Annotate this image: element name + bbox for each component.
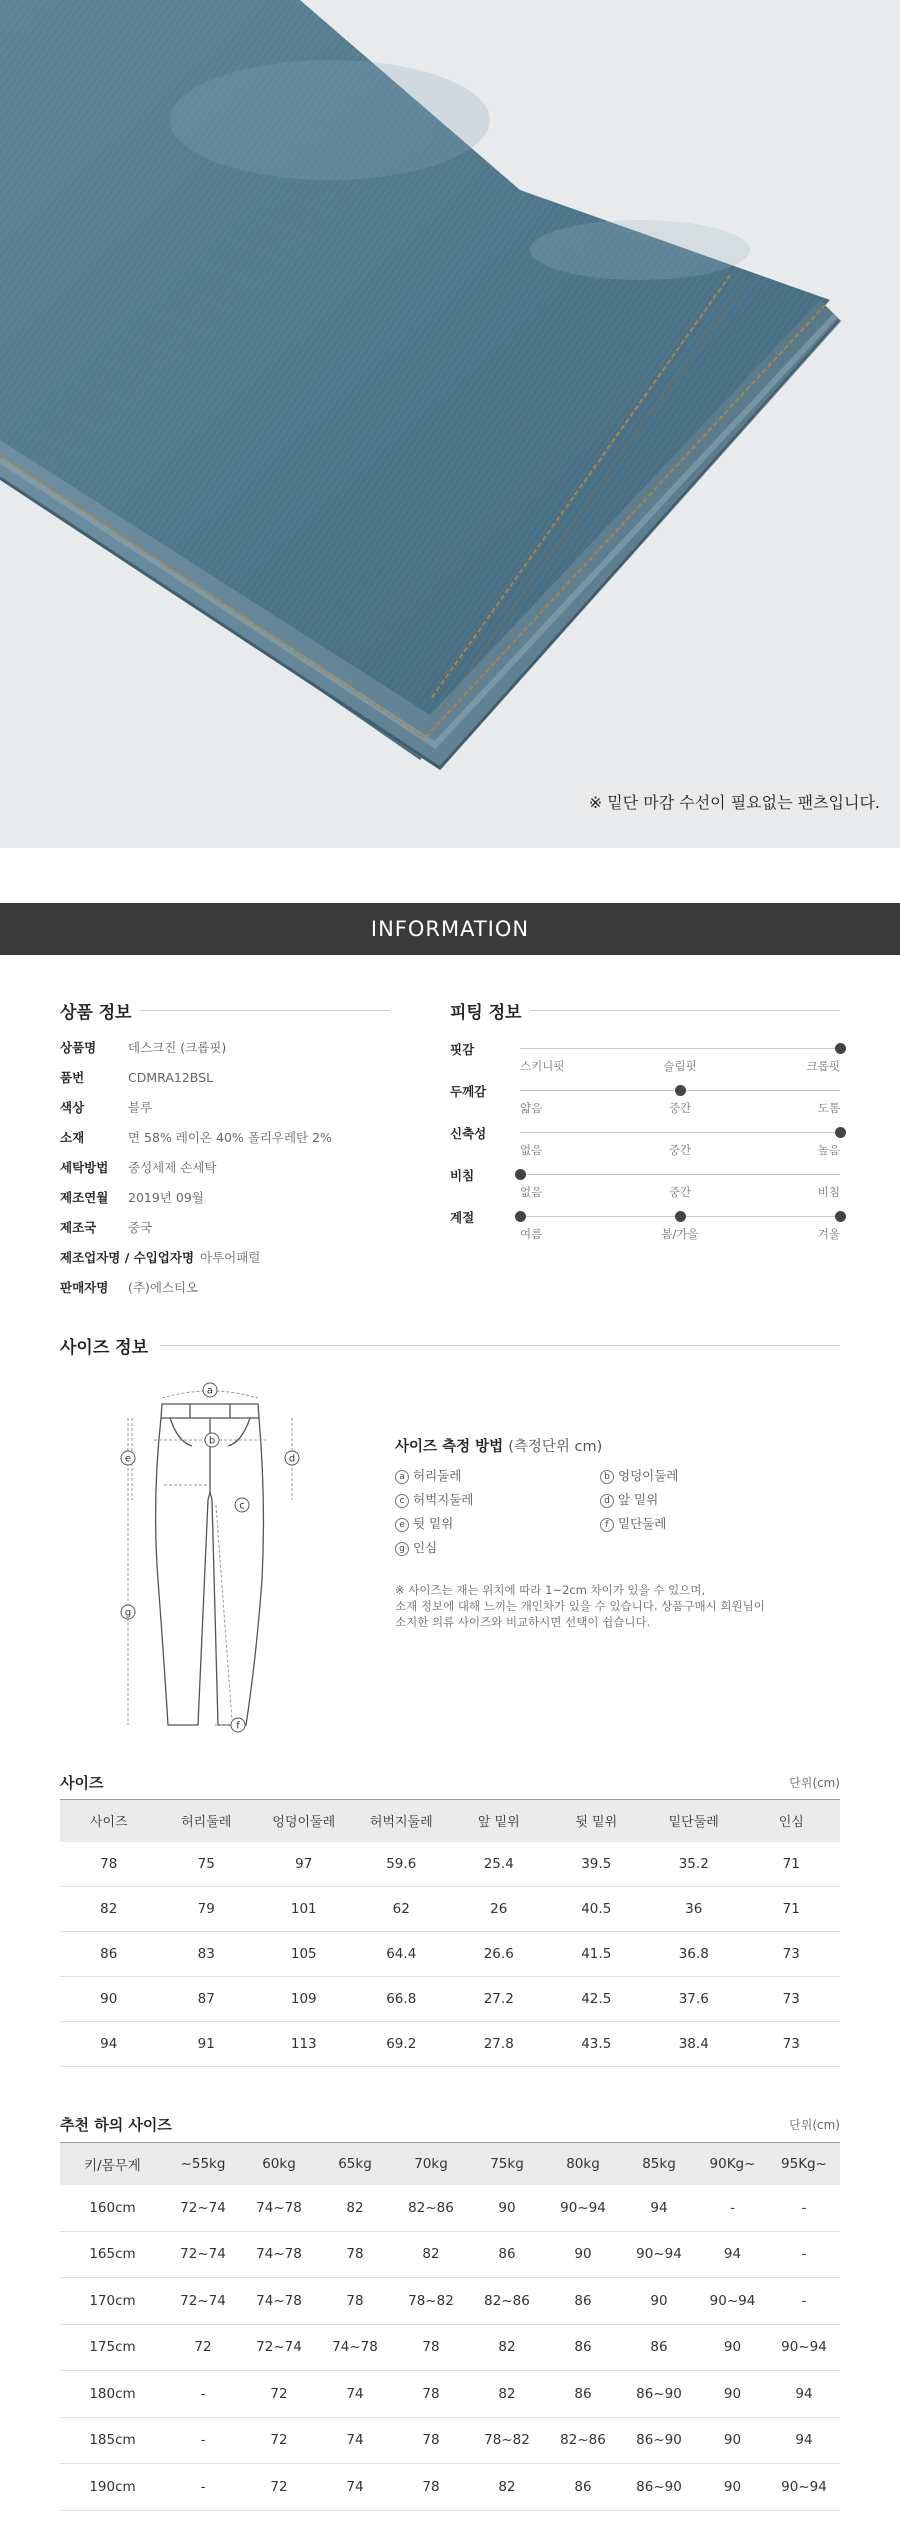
- marker-c: [235, 1498, 249, 1512]
- product-info-label: 색상: [60, 1100, 85, 1115]
- table-cell: 101: [255, 1887, 353, 1932]
- measurement-code-badge: f: [600, 1518, 614, 1532]
- product-info-value: 블루: [128, 1100, 153, 1115]
- table-header-cell: 60kg: [241, 2143, 317, 2185]
- table-cell: 90: [60, 1977, 158, 2022]
- fitting-option-label: 여름: [520, 1227, 543, 1241]
- table-cell: 86: [545, 2324, 621, 2371]
- product-info-title: 상품 정보: [60, 1003, 132, 1023]
- measurement-code-badge: c: [395, 1494, 409, 1508]
- marker-d: [285, 1451, 299, 1465]
- measurement-label: 밑단둘레: [618, 1516, 667, 1531]
- size-table-header: [60, 1772, 840, 1793]
- table-cell: 74~78: [241, 2278, 317, 2325]
- product-info-value: 아투어패럴: [200, 1250, 261, 1265]
- product-info-value: 2019년 09월: [128, 1190, 204, 1205]
- table-cell: 82: [469, 2324, 545, 2371]
- table-header-cell: 엉덩이둘레: [255, 1800, 353, 1842]
- table-header-cell: 70kg: [393, 2143, 469, 2185]
- fitting-level-dot: [515, 1211, 526, 1222]
- size-table-title: 사이즈: [60, 1774, 104, 1792]
- table-cell: 26.6: [450, 1932, 548, 1977]
- fitting-option-label: 도톰: [817, 1101, 840, 1115]
- fitting-row: [450, 1040, 840, 1082]
- table-cell: 69.2: [353, 2022, 451, 2067]
- table-cell: 74: [317, 2417, 393, 2464]
- table-cell: 72: [165, 2324, 241, 2371]
- fitting-label: 비침: [450, 1168, 475, 1183]
- table-cell: 94: [768, 2417, 840, 2464]
- fitting-row: [450, 1124, 840, 1166]
- table-cell: 86~90: [621, 2464, 697, 2511]
- table-cell: 71: [743, 1887, 841, 1932]
- table-cell: 82~86: [469, 2278, 545, 2325]
- table-cell: -: [697, 2185, 768, 2232]
- product-info-row: [60, 1032, 390, 1062]
- svg-text:c: c: [239, 1500, 245, 1512]
- table-cell: 86: [60, 1932, 158, 1977]
- table-cell: 72~74: [241, 2324, 317, 2371]
- table-cell: 74: [317, 2464, 393, 2511]
- table-cell: 78: [393, 2417, 469, 2464]
- fitting-level-dot: [835, 1127, 846, 1138]
- table-row: [60, 2022, 840, 2067]
- size-info-title: 사이즈 정보: [60, 1338, 149, 1358]
- product-info-row: [60, 1212, 390, 1242]
- marker-e: [121, 1451, 135, 1465]
- table-cell: 94: [621, 2185, 697, 2232]
- table-cell: 78~82: [469, 2417, 545, 2464]
- measurement-label: 허리둘레: [413, 1468, 462, 1483]
- table-cell: 73: [743, 2022, 841, 2067]
- table-cell: 94: [697, 2231, 768, 2278]
- table-cell: 36.8: [645, 1932, 743, 1977]
- fitting-option-label: 봄/가을: [661, 1227, 699, 1241]
- table-cell: 74~78: [317, 2324, 393, 2371]
- fitting-option-label: 없음: [520, 1185, 543, 1199]
- product-info-value: (주)에스티오: [128, 1280, 199, 1295]
- fitting-option-label: 얇음: [520, 1101, 543, 1115]
- information-title: INFORMATION: [370, 917, 530, 941]
- table-cell: 72: [241, 2371, 317, 2418]
- table-cell: 185cm: [60, 2417, 165, 2464]
- information-header: [0, 903, 900, 955]
- table-cell: 82~86: [393, 2185, 469, 2232]
- table-cell: 86~90: [621, 2371, 697, 2418]
- table-cell: 109: [255, 1977, 353, 2022]
- table-cell: 72~74: [165, 2185, 241, 2232]
- table-header-cell: 65kg: [317, 2143, 393, 2185]
- table-cell: 66.8: [353, 1977, 451, 2022]
- table-header-cell: 인심: [743, 1800, 841, 1842]
- fitting-option-label: 비침: [817, 1185, 840, 1199]
- measurement-label: 허벅지둘레: [413, 1492, 474, 1507]
- table-cell: 38.4: [645, 2022, 743, 2067]
- fitting-option-label: 크롭핏: [806, 1059, 840, 1073]
- table-cell: -: [768, 2185, 840, 2232]
- table-cell: 72~74: [165, 2278, 241, 2325]
- table-cell: 71: [743, 1842, 841, 1887]
- table-cell: 190cm: [60, 2464, 165, 2511]
- fitting-label: 계절: [450, 1210, 475, 1225]
- photo-caption: ※ 밑단 마감 수선이 필요없는 팬츠입니다.: [588, 793, 880, 812]
- table-row: [60, 2185, 840, 2232]
- table-cell: 82: [60, 1887, 158, 1932]
- svg-text:b: b: [208, 1435, 216, 1447]
- table-cell: 74~78: [241, 2185, 317, 2232]
- fitting-option-label: 중간: [668, 1143, 692, 1157]
- fitting-options: [520, 1184, 840, 1200]
- measurement-item: [600, 1490, 805, 1508]
- svg-text:d: d: [288, 1453, 296, 1465]
- product-info-label: 품번: [60, 1070, 85, 1085]
- marker-f: [231, 1718, 245, 1732]
- table-cell: 82: [393, 2231, 469, 2278]
- size-table-unit: 단위(cm): [789, 1776, 840, 1790]
- measurement-label: 인심: [413, 1540, 438, 1555]
- table-cell: 86: [469, 2231, 545, 2278]
- table-cell: -: [165, 2371, 241, 2418]
- svg-text:a: a: [206, 1385, 214, 1397]
- fitting-option-label: 겨울: [817, 1227, 840, 1241]
- fitting-option-label: 슬림핏: [663, 1059, 697, 1073]
- table-cell: 170cm: [60, 2278, 165, 2325]
- rec-table-title: 추천 하의 사이즈: [60, 2116, 172, 2134]
- fitting-scale-track: [520, 1132, 840, 1133]
- table-cell: 79: [158, 1887, 256, 1932]
- product-info-label: 상품명: [60, 1040, 97, 1055]
- marker-a: [203, 1383, 217, 1397]
- table-cell: 42.5: [548, 1977, 646, 2022]
- table-cell: 90: [621, 2278, 697, 2325]
- table-row: [60, 2231, 840, 2278]
- fitting-label: 두께감: [450, 1084, 487, 1099]
- product-info-value: 면 58% 레이온 40% 폴리우레탄 2%: [128, 1130, 332, 1145]
- fitting-level-dot: [835, 1043, 846, 1054]
- product-info-value: 데스크진 (크롭핏): [128, 1040, 227, 1055]
- table-cell: 86: [545, 2464, 621, 2511]
- table-cell: 90~94: [621, 2231, 697, 2278]
- table-cell: 26: [450, 1887, 548, 1932]
- fitting-options: [520, 1058, 840, 1074]
- measurement-item: [395, 1514, 600, 1532]
- table-cell: 86: [621, 2324, 697, 2371]
- fitting-row: [450, 1208, 840, 1250]
- table-cell: 82~86: [545, 2417, 621, 2464]
- table-cell: 105: [255, 1932, 353, 1977]
- table-header-cell: 허벅지둘레: [353, 1800, 451, 1842]
- measurement-label: 뒷 밑위: [413, 1516, 454, 1531]
- table-cell: 90~94: [768, 2464, 840, 2511]
- table-cell: -: [165, 2417, 241, 2464]
- product-info-value: CDMRA12BSL: [128, 1069, 214, 1085]
- table-cell: 94: [768, 2371, 840, 2418]
- size-table: [60, 1799, 840, 2067]
- svg-text:g: g: [124, 1607, 132, 1619]
- table-cell: 72: [241, 2417, 317, 2464]
- table-cell: 78: [317, 2278, 393, 2325]
- table-cell: 90~94: [768, 2324, 840, 2371]
- table-header-cell: 사이즈: [60, 1800, 158, 1842]
- table-header-cell: 85kg: [621, 2143, 697, 2185]
- table-cell: 90: [697, 2417, 768, 2464]
- product-info-value: 중국: [128, 1220, 153, 1235]
- table-cell: 90: [469, 2185, 545, 2232]
- table-cell: 72: [241, 2464, 317, 2511]
- table-header-cell: ~55kg: [165, 2143, 241, 2185]
- fitting-info-title: 피팅 정보: [450, 1003, 522, 1023]
- table-cell: 27.2: [450, 1977, 548, 2022]
- table-header-cell: 허리둘레: [158, 1800, 256, 1842]
- table-cell: 97: [255, 1842, 353, 1887]
- product-info-label: 소재: [60, 1130, 85, 1145]
- table-row: [60, 1887, 840, 1932]
- table-cell: 78: [393, 2464, 469, 2511]
- table-row: [60, 2278, 840, 2325]
- measurement-guide-title: 사이즈 측정 방법 (측정단위 cm): [395, 1439, 603, 1455]
- table-cell: 82: [317, 2185, 393, 2232]
- table-cell: 180cm: [60, 2371, 165, 2418]
- pants-diagram: [120, 1380, 320, 1744]
- fitting-scale-track: [520, 1174, 840, 1175]
- table-row: [60, 2464, 840, 2511]
- table-cell: 90: [697, 2324, 768, 2371]
- table-row: [60, 2371, 840, 2418]
- svg-text:e: e: [124, 1453, 132, 1465]
- table-cell: 175cm: [60, 2324, 165, 2371]
- fitting-options: [520, 1226, 840, 1242]
- table-cell: -: [768, 2231, 840, 2278]
- fitting-label: 신축성: [450, 1126, 487, 1141]
- product-info-row: [60, 1062, 390, 1092]
- table-cell: 73: [743, 1977, 841, 2022]
- table-header-cell: 앞 밑위: [450, 1800, 548, 1842]
- table-cell: 39.5: [548, 1842, 646, 1887]
- fitting-options: [520, 1100, 840, 1116]
- table-cell: 90: [545, 2231, 621, 2278]
- table-cell: 36: [645, 1887, 743, 1932]
- table-cell: 82: [469, 2371, 545, 2418]
- fitting-option-label: 중간: [668, 1185, 692, 1199]
- table-cell: 59.6: [353, 1842, 451, 1887]
- product-info-row: [60, 1182, 390, 1212]
- table-row: [60, 2417, 840, 2464]
- table-cell: 90: [697, 2371, 768, 2418]
- table-cell: 78: [393, 2324, 469, 2371]
- measurement-items: [395, 1466, 815, 1556]
- table-header-cell: 키/몸무게: [60, 2143, 165, 2185]
- product-info-value: 중성세제 손세탁: [128, 1160, 217, 1175]
- measurement-label: 앞 밑위: [618, 1492, 659, 1507]
- table-cell: 62: [353, 1887, 451, 1932]
- fitting-level-dot: [675, 1085, 686, 1096]
- fitting-row: [450, 1082, 840, 1124]
- table-header-cell: 90Kg~: [697, 2143, 768, 2185]
- table-cell: 72~74: [165, 2231, 241, 2278]
- size-info-divider: [160, 1345, 840, 1346]
- measurement-label: 엉덩이둘레: [618, 1468, 679, 1483]
- measurement-code-badge: a: [395, 1470, 409, 1484]
- fitting-option-label: 스키니핏: [520, 1059, 565, 1073]
- fitting-level-dot: [515, 1169, 526, 1180]
- marker-b: [205, 1433, 219, 1447]
- fitting-scale-track: [520, 1048, 840, 1049]
- table-cell: 43.5: [548, 2022, 646, 2067]
- product-info-label: 판매자명: [60, 1280, 109, 1295]
- table-cell: 90~94: [545, 2185, 621, 2232]
- table-cell: 64.4: [353, 1932, 451, 1977]
- fitting-option-label: 높음: [817, 1143, 840, 1157]
- rec-table-unit: 단위(cm): [789, 2118, 840, 2132]
- table-cell: 78: [60, 1842, 158, 1887]
- product-info-row: [60, 1152, 390, 1182]
- table-cell: 86~90: [621, 2417, 697, 2464]
- fitting-options: [520, 1142, 840, 1158]
- table-cell: 86: [545, 2371, 621, 2418]
- product-info-row: [60, 1122, 390, 1152]
- table-cell: 86: [545, 2278, 621, 2325]
- table-header-cell: 80kg: [545, 2143, 621, 2185]
- measurement-code-badge: g: [395, 1542, 409, 1556]
- measurement-code-badge: e: [395, 1518, 409, 1532]
- rec-table-header: [60, 2114, 840, 2135]
- measurement-code-badge: b: [600, 1470, 614, 1484]
- fitting-level-dot: [835, 1211, 846, 1222]
- table-cell: 27.8: [450, 2022, 548, 2067]
- table-cell: 87: [158, 1977, 256, 2022]
- fitting-level-dot: [675, 1211, 686, 1222]
- measurement-code-badge: d: [600, 1494, 614, 1508]
- measurement-item: [600, 1514, 805, 1532]
- table-cell: 73: [743, 1932, 841, 1977]
- table-cell: 165cm: [60, 2231, 165, 2278]
- fitting-info-divider: [530, 1010, 840, 1011]
- table-header-cell: 95Kg~: [768, 2143, 840, 2185]
- table-cell: 74~78: [241, 2231, 317, 2278]
- svg-text:f: f: [236, 1720, 240, 1732]
- table-row: [60, 1842, 840, 1887]
- fitting-label: 핏감: [450, 1042, 475, 1057]
- table-cell: -: [165, 2464, 241, 2511]
- table-cell: 78~82: [393, 2278, 469, 2325]
- product-info-label: 제조업자명 / 수입업자명: [60, 1250, 195, 1265]
- table-header-cell: 밑단둘레: [645, 1800, 743, 1842]
- table-row: [60, 1977, 840, 2022]
- table-header-cell: 뒷 밑위: [548, 1800, 646, 1842]
- table-row: [60, 2324, 840, 2371]
- measurement-item: [395, 1490, 600, 1508]
- table-cell: 41.5: [548, 1932, 646, 1977]
- table-cell: 74: [317, 2371, 393, 2418]
- product-info-divider: [140, 1010, 390, 1011]
- table-cell: 113: [255, 2022, 353, 2067]
- fitting-info-list: [450, 1040, 840, 1250]
- product-info-row: [60, 1272, 390, 1302]
- table-cell: 90~94: [697, 2278, 768, 2325]
- table-row: [60, 1932, 840, 1977]
- measurement-item: [395, 1538, 600, 1556]
- jeans-hem-image: [0, 0, 900, 848]
- product-info-label: 제조국: [60, 1220, 97, 1235]
- table-cell: 75: [158, 1842, 256, 1887]
- measurement-note: ※ 사이즈는 재는 위치에 따라 1~2cm 차이가 있을 수 있으며, 소재 정보에 대해 느끼는 개인차가 있을 수 있습니다. 상품구매시 회원님이 소지한 의류 사이즈와 비교하시면 선택이 쉽습니다.: [395, 1583, 765, 1629]
- table-cell: 78: [393, 2371, 469, 2418]
- table-cell: 91: [158, 2022, 256, 2067]
- table-cell: 78: [317, 2231, 393, 2278]
- table-cell: 25.4: [450, 1842, 548, 1887]
- measurement-item: [395, 1466, 600, 1484]
- fitting-option-label: 없음: [520, 1143, 543, 1157]
- table-cell: 90: [697, 2464, 768, 2511]
- table-cell: 94: [60, 2022, 158, 2067]
- fitting-row: [450, 1166, 840, 1208]
- table-header-cell: 75kg: [469, 2143, 545, 2185]
- product-info-list: [60, 1032, 390, 1302]
- table-cell: 82: [469, 2464, 545, 2511]
- measurement-guide: [395, 1435, 815, 1630]
- table-cell: 35.2: [645, 1842, 743, 1887]
- table-cell: 40.5: [548, 1887, 646, 1932]
- table-cell: 37.6: [645, 1977, 743, 2022]
- product-info-row: [60, 1092, 390, 1122]
- marker-g: [121, 1605, 135, 1619]
- table-cell: 160cm: [60, 2185, 165, 2232]
- measurement-item: [600, 1466, 805, 1484]
- recommended-size-table: [60, 2142, 840, 2511]
- fitting-option-label: 중간: [668, 1101, 692, 1115]
- table-cell: -: [768, 2278, 840, 2325]
- product-info-label: 세탁방법: [60, 1160, 109, 1175]
- product-photo: [0, 0, 900, 848]
- table-cell: 83: [158, 1932, 256, 1977]
- product-info-row: [60, 1242, 390, 1272]
- product-info-label: 제조연월: [60, 1190, 109, 1205]
